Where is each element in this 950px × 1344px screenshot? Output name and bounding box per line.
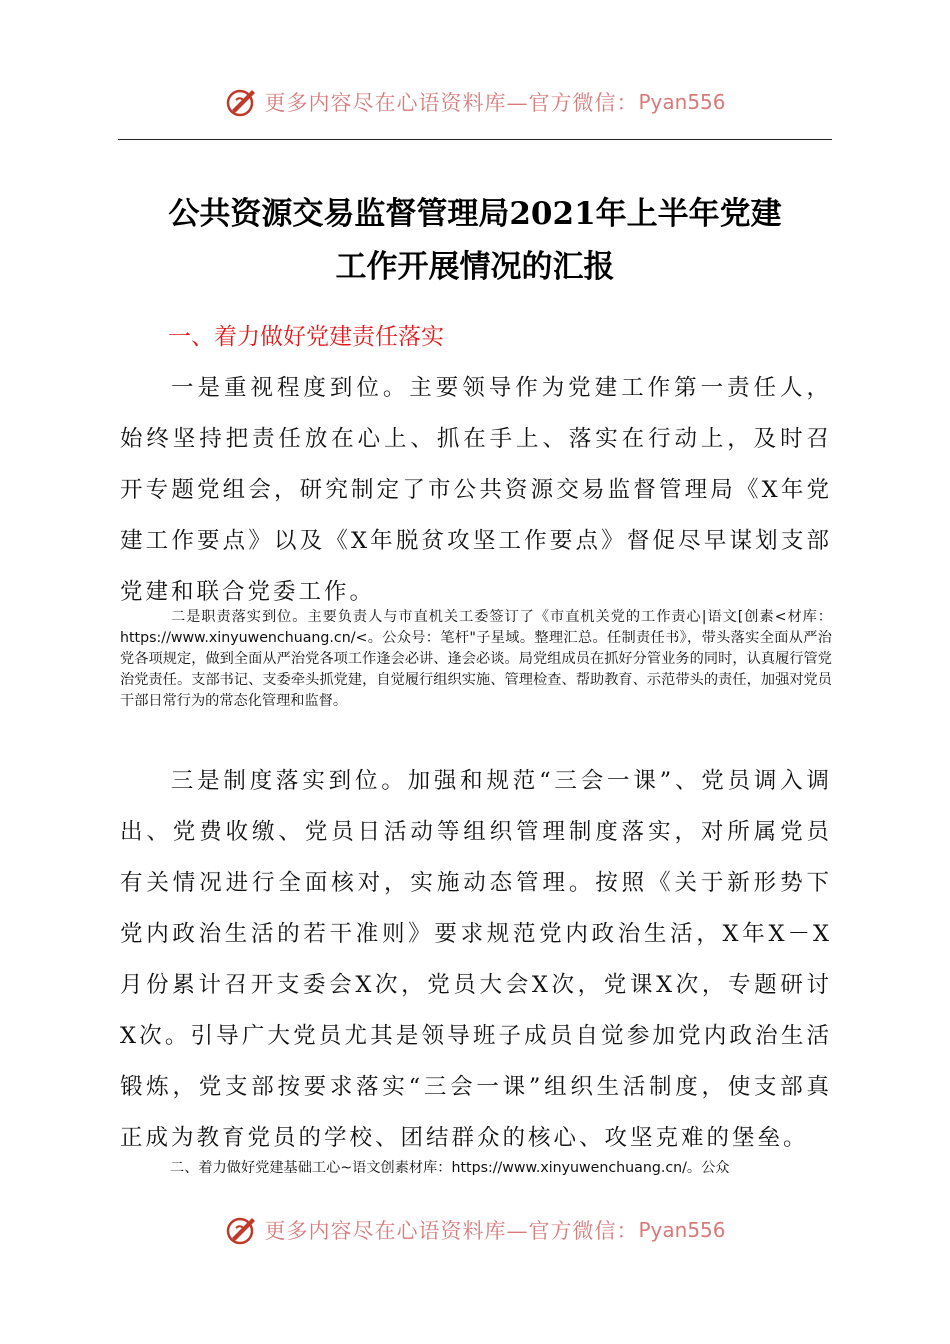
title-line-2: 工作开展情况的汇报	[335, 249, 615, 285]
document-title	[118, 188, 832, 294]
header-banner	[0, 80, 950, 124]
paragraph-3	[120, 756, 832, 1164]
paragraph-3-text: 三是制度落实到位。加强和规范“三会一课”、党员调入调出、党费收缴、党员日活动等组织管理制度落实，对所属党员有关情况进行全面核对，实施动态管理。按照《关于新形势下党内政治生活的若干准则》要求规范党内政治生活，X年X－X月份累计召开支委会X次，党员大会X次，党课X次，专题研讨X次。引导广大党员尤其是领导班子成员自觉参加党内政治生活锻炼，党支部按要求落实“三会一课”组织生活制度，使支部真正成为教育党员的学校、团结群众的核心、攻坚克难的堡垒。	[120, 768, 832, 1151]
paragraph-2	[120, 607, 832, 712]
title-line-1: 公共资源交易监督管理局2021年上半年党建	[168, 196, 782, 232]
banner-text: 更多内容尽在心语资料库—官方微信：	[264, 1219, 639, 1243]
paragraph-1	[120, 363, 832, 618]
footer-banner	[0, 1208, 950, 1252]
header-divider	[118, 139, 832, 140]
paragraph-2-text: 二是职责落实到位。主要负责人与市直机关工委签订了《市直机关党的工作责心|语文[创素<材库：https://www.xinyuwenchuang.cn/<。公众号：笔杆"子星域。整理汇总。任制责任书》，带头落实全面从严治党各项规定，做到全面从严治党各项工作逢会必讲、逢会必谈。局党组成员在抓好分管业务的同时，认真履行管党治党责任。支部书记、支委牵头抓党建，自觉履行组织实施、管理检查、帮助教育、示范带头的责任，加强对党员干部日常行为的常态化管理和监督。	[120, 609, 832, 709]
paragraph-4	[120, 1158, 832, 1179]
paragraph-1-text: 一是重视程度到位。主要领导作为党建工作第一责任人，始终坚持把责任放在心上、抓在手上、落实在行动上，及时召开专题党组会，研究制定了市公共资源交易监督管理局《X年党建工作要点》以及《X年脱贫攻坚工作要点》督促尽早谋划支部党建和联合党委工作。	[120, 375, 832, 605]
banner-handle: Pyan556	[638, 90, 726, 114]
section-heading-1: 一、着力做好党建责任落实	[168, 324, 444, 350]
banner-handle: Pyan556	[638, 1218, 726, 1242]
pen-logo-icon	[224, 84, 260, 120]
banner-text: 更多内容尽在心语资料库—官方微信：	[264, 91, 639, 115]
paragraph-4-text: 二、着力做好党建基础工心~语文创素材库：https://www.xinyuwenchuang.cn/。公众	[170, 1160, 730, 1176]
pen-logo-icon	[224, 1212, 260, 1248]
